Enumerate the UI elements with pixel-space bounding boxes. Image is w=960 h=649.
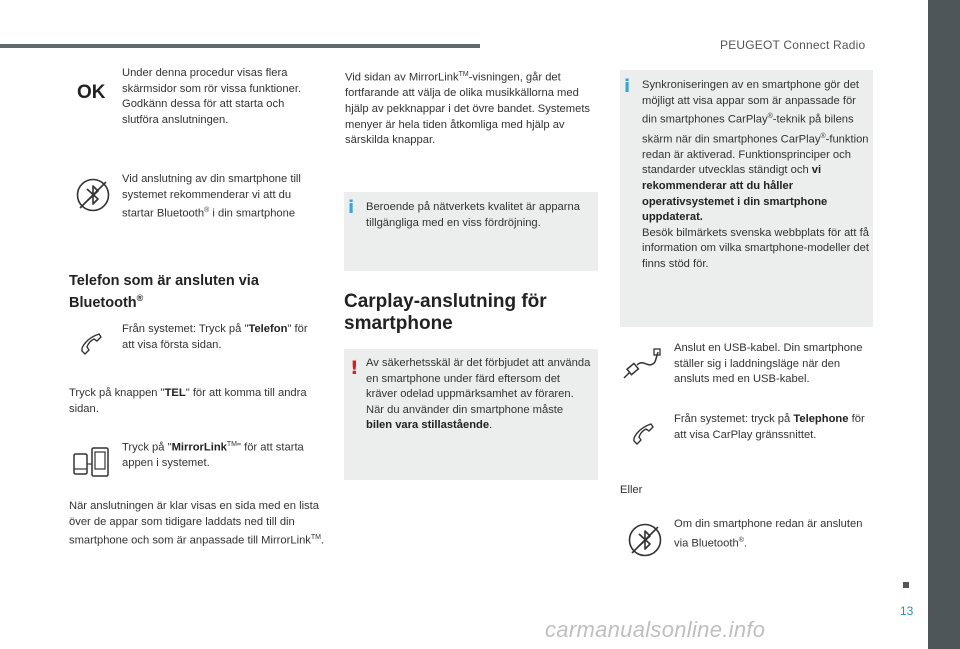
tm-mark: TM [458,71,469,78]
tel-instruction [69,386,327,417]
ok-icon: OK [77,82,106,103]
phone-handset-icon [630,420,656,446]
reg-mark: ® [136,293,144,303]
or-text: Eller [620,484,643,496]
carplay-tel-b: för att visa CarPlay gränssnittet. [674,413,865,441]
carplay-bt-b: . [743,537,747,550]
carplay-info-d: Besök bilmärkets svenska webbplats för att få information om vilka smartphone-modeller det finns stöd för. [642,226,869,270]
carplay-bluetooth-instruction [674,517,872,552]
header-title: PEUGEOT Connect Radio [720,38,866,52]
carplay-info-c: -funktion redan är aktiverad. Funktionsprinciper och standarder utvecklas ständigt och [642,133,869,177]
warn-text-a: Av säkerhetsskäl är det förbjudet att använda en smartphone under färd eftersom det kräver odelad uppmärksamhet av föraren. När du använder din smartphone måste [366,357,591,416]
page-edge-strip [928,0,960,649]
heading-bt-b: Bluetooth [69,294,137,311]
watermark: carmanualsonline.info [545,617,766,642]
warning-box-safety [344,349,598,480]
mirrorlink-icon [72,444,112,480]
ok-instruction-text: Under denna procedur visas flera skärmsidor som rör vissa funktioner. Godkänn dessa för att starta och slutföra anslutningen. [122,67,302,126]
reg-mark: ® [204,207,210,215]
bluetooth-instruction [122,172,322,223]
carplay-info-text [642,78,870,273]
info-delay-text: Beroende på nätverkets kvalitet är apparna tillgängliga med en viss fördröjning. [366,201,580,229]
bt-text-b: i din smartphone [209,207,296,220]
phone-text-b: " för att visa första sidan. [122,323,308,351]
tm-mark: TM [310,534,321,542]
mirror-intro-b: -visningen, går det fortfarande att välja de olika musikkällorna med hjälp av pekknappar i det övre bandet. Systemets menyer är hela tiden åtkomliga med hjälp av särskilda knappar. [345,71,591,147]
tel-text-b: " för att komma till andra sidan. [69,387,307,415]
apps-list-text: När anslutningen är klar visas en sida med en lista över de appar som tidigare laddats ned till din smartphone och som är anpassade till MirrorLink™. [69,500,325,547]
tel-text-a: Tryck på knappen " [69,387,165,399]
phone-text-bold: Telefon [248,323,288,335]
heading-carplay-a: Carplay-anslutning för [344,291,547,312]
phone-instruction [122,322,322,353]
info-box-carplay [620,70,873,327]
page-number: 13 [900,604,914,618]
ok-instruction [122,66,322,128]
heading-carplay-b: smartphone [344,313,453,334]
carplay-bt-a: Om din smartphone redan är ansluten via Bluetooth [674,518,863,550]
warn-text-b: . [489,419,493,432]
info-box-delay [344,192,598,271]
tel-text-bold: TEL [164,387,186,399]
carplay-info-bold: vi rekommenderar att du håller operativsystemet i din smartphone uppdaterat. [642,164,828,224]
phone-text-a: Från systemet: Tryck på " [122,323,249,335]
mirrorlink-intro [345,67,600,149]
mirror-text-a: Tryck på " [122,441,172,454]
reg-mark: ® [820,132,826,140]
bt-text-a: Vid anslutning av din smartphone till systemet rekommenderar vi att du startar Bluetooth [122,173,301,220]
heading-bt-a: Telefon som är ansluten via [69,273,259,289]
section-heading-bluetooth [69,273,319,312]
warn-text-bold: bilen vara stillastående [366,419,490,432]
mirror-intro-a: Vid sidan av MirrorLink [345,71,459,84]
info-icon: i [348,197,355,218]
mirror-text-b: " för att starta appen i systemet. [122,441,304,470]
tm-mark: TM [226,441,237,448]
continue-marker [903,582,909,588]
carplay-info-a: Synkroniseringen av en smartphone gör det möjligt att visa appar som är anpassade för din smartphones CarPlay [642,79,860,126]
info-icon: i [624,76,631,97]
carplay-info-b: -teknik på bilens skärm när din smartphones CarPlay [642,113,854,146]
carplay-phone-instruction [674,412,872,443]
reg-mark: ® [738,536,744,544]
phone-handset-icon [78,330,104,356]
carplay-tel-a: Från systemet: tryck på [674,413,794,425]
usb-instruction: Anslut en USB-kabel. Din smartphone ställer sig i laddningsläge när den ansluts med en USB-kabel. [674,342,863,386]
reg-mark: ® [767,113,773,121]
mirror-text-bold: MirrorLink [171,441,227,454]
warning-text [366,356,591,434]
section-heading-carplay [344,291,599,335]
warning-icon: ! [350,357,359,379]
mirrorlink-instruction [122,437,322,472]
bluetooth-icon [76,178,110,212]
bluetooth-icon [628,523,662,557]
carplay-tel-bold: Telephone [793,413,849,425]
apps-text: När anslutningen är klar visas en sida med en lista över de appar som tidigare laddats ned till din smartphone och som är anpassade till MirrorLink [69,500,319,547]
top-rule [0,44,480,48]
usb-cable-icon [618,348,662,384]
